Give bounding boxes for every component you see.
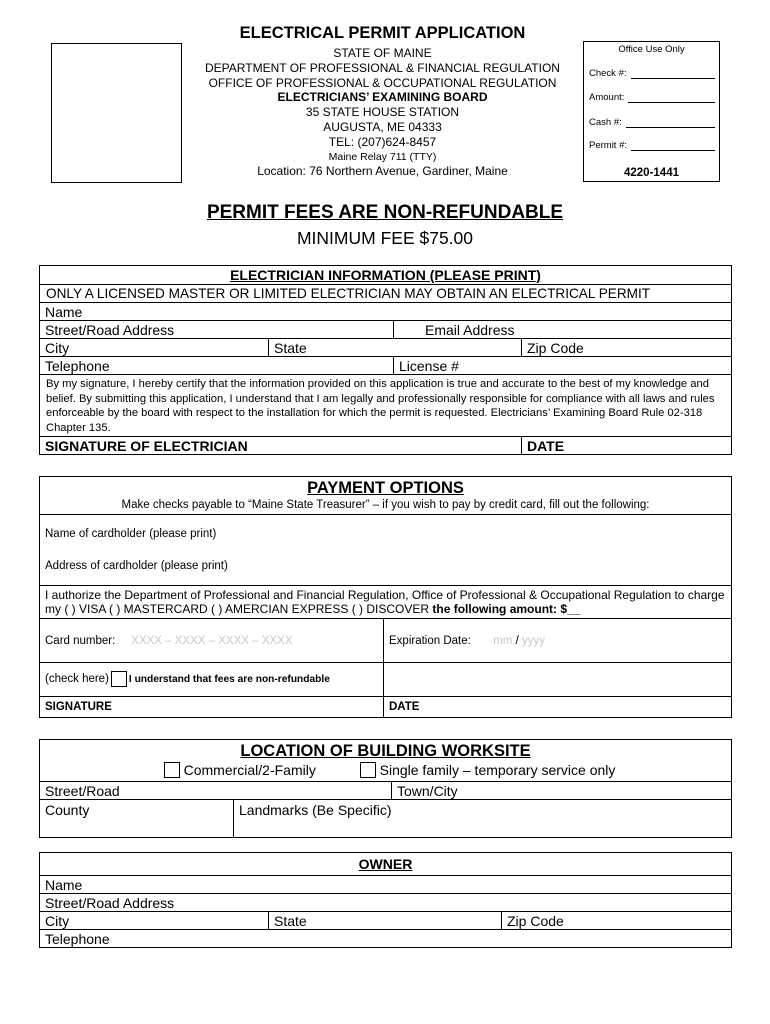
electrician-license-field[interactable]: License # [394,357,732,375]
minimum-fee: MINIMUM FEE $75.00 [296,228,474,248]
nonrefundable-checkbox[interactable] [111,671,127,687]
owner-zip-field[interactable]: Zip Code [502,912,732,930]
location-header-cell [40,740,732,782]
page-title: ELECTRICAL PERMIT APPLICATION [239,24,526,42]
certification-text: By my signature, I hereby certify that the information provided on this application is true and accurate to the best of my knowledge and belief. By submitting this application, I understand that I am legally and professionally responsible for compliance with all laws and rules enforceable by the board with respect to the installation for which the permit is requested. Electricians’ Examining Board Rule 02-318 Chapter 135. [40,375,732,437]
expiration-separator: / [515,634,519,647]
owner-table [39,852,732,948]
card-number-label: Card number: [45,634,116,647]
commercial-checkbox[interactable] [164,762,180,778]
electrician-street-field[interactable]: Street/Road Address [40,321,394,339]
owner-telephone-field[interactable]: Telephone [40,930,732,948]
permit-number-field[interactable] [589,140,715,151]
expiration-month-placeholder: mm [493,634,513,647]
building-type-options [45,761,726,779]
expiration-label: Expiration Date: [389,634,471,647]
license-notice: ONLY A LICENSED MASTER OR LIMITED ELECTRICIAN MAY OBTAIN AN ELECTRICAL PERMIT [40,285,732,303]
worksite-street-field[interactable]: Street/Road [40,782,392,800]
photo-box [51,43,182,183]
cardholder-address-field[interactable]: Address of cardholder (please print) [45,560,228,572]
form-code: 4220-1441 [624,167,679,179]
office-use-box [583,41,720,182]
payment-instructions: Make checks payable to “Maine State Treasurer” – if you wish to pay by credit card, fill out the following: [121,499,650,511]
nonrefundable-text: I understand that fees are non-refundable [128,674,330,686]
office-use-title: Office Use Only [618,44,685,55]
owner-city-field[interactable]: City [40,912,269,930]
check-number-field[interactable] [589,68,715,79]
agency-address-block [190,46,575,179]
relay-number: Maine Relay 711 (TTY) [328,150,437,163]
permit-number-label: Permit #: [589,140,628,151]
owner-section-title: OWNER [40,853,732,876]
payment-options-table [39,476,732,718]
authorization-cell [40,586,732,619]
electrician-date-field[interactable]: DATE [522,437,732,455]
check-here-label: (check here) [45,673,109,686]
payment-header-cell [40,477,732,515]
electrician-section-title: ELECTRICIAN INFORMATION (PLEASE PRINT) [40,266,732,285]
nonrefundable-cell [40,663,384,697]
electrician-signature-field[interactable]: SIGNATURE OF ELECTRICIAN [40,437,522,455]
owner-name-field[interactable]: Name [40,876,732,894]
electrician-state-field[interactable]: State [269,339,522,357]
blank-cell [384,663,732,697]
expiration-date-field[interactable] [384,619,732,663]
commercial-label: Commercial/2-Family [183,762,316,778]
fees-heading: PERMIT FEES ARE NON-REFUNDABLE [206,202,564,223]
worksite-town-field[interactable]: Town/City [392,782,732,800]
worksite-location-table [39,739,732,838]
payment-date-field[interactable]: DATE [384,697,732,718]
cardholder-name-field[interactable]: Name of cardholder (please print) [45,528,217,540]
telephone-number: TEL: (207)624-8457 [328,134,437,149]
expiration-year-placeholder: yyyy [521,634,545,647]
owner-state-field[interactable]: State [269,912,502,930]
payment-section-title: PAYMENT OPTIONS [307,479,464,497]
electrician-city-field[interactable]: City [40,339,269,357]
board-name: ELECTRICIANS’ EXAMINING BOARD [277,90,488,105]
authorization-amount[interactable]: the following amount: $__ [432,602,581,616]
street-address: 35 STATE HOUSE STATION [305,105,460,120]
worksite-landmarks-field[interactable]: Landmarks (Be Specific) [234,800,732,838]
electrician-email-field[interactable]: Email Address [394,321,732,339]
single-family-checkbox[interactable] [360,762,376,778]
amount-label: Amount: [589,92,625,103]
department-name: DEPARTMENT OF PROFESSIONAL & FINANCIAL REGULATION [205,60,560,75]
location-section-title: LOCATION OF BUILDING WORKSITE [240,742,531,760]
authorization-text: I authorize the Department of Professional and Financial Regulation, Office of Professional & Occupational Regulation to charge my ( ) VISA ( ) MASTERCARD ( ) AMERCIAN EXPRESS ( ) DISCOVER [45,588,725,616]
cash-number-field[interactable] [589,117,715,128]
state-name: STATE OF MAINE [333,46,432,60]
cash-number-label: Cash #: [589,117,622,128]
electrician-zip-field[interactable]: Zip Code [522,339,732,357]
city-address: AUGUSTA, ME 04333 [323,119,442,134]
check-number-label: Check #: [589,68,627,79]
card-number-field[interactable] [40,619,384,663]
card-number-placeholder: XXXX – XXXX – XXXX – XXXX [131,634,293,647]
amount-field[interactable] [589,92,715,103]
electrician-name-field[interactable]: Name [40,303,732,321]
physical-location: Location: 76 Northern Avenue, Gardiner, Maine [257,164,508,179]
payment-signature-field[interactable]: SIGNATURE [40,697,384,718]
worksite-county-field[interactable]: County [40,800,234,838]
owner-street-field[interactable]: Street/Road Address [40,894,732,912]
office-name: OFFICE OF PROFESSIONAL & OCCUPATIONAL REGULATION [208,75,557,90]
single-family-label: Single family – temporary service only [379,762,616,778]
electrician-telephone-field[interactable]: Telephone [40,357,394,375]
electrician-info-table [39,265,732,455]
cardholder-cell [40,515,732,586]
